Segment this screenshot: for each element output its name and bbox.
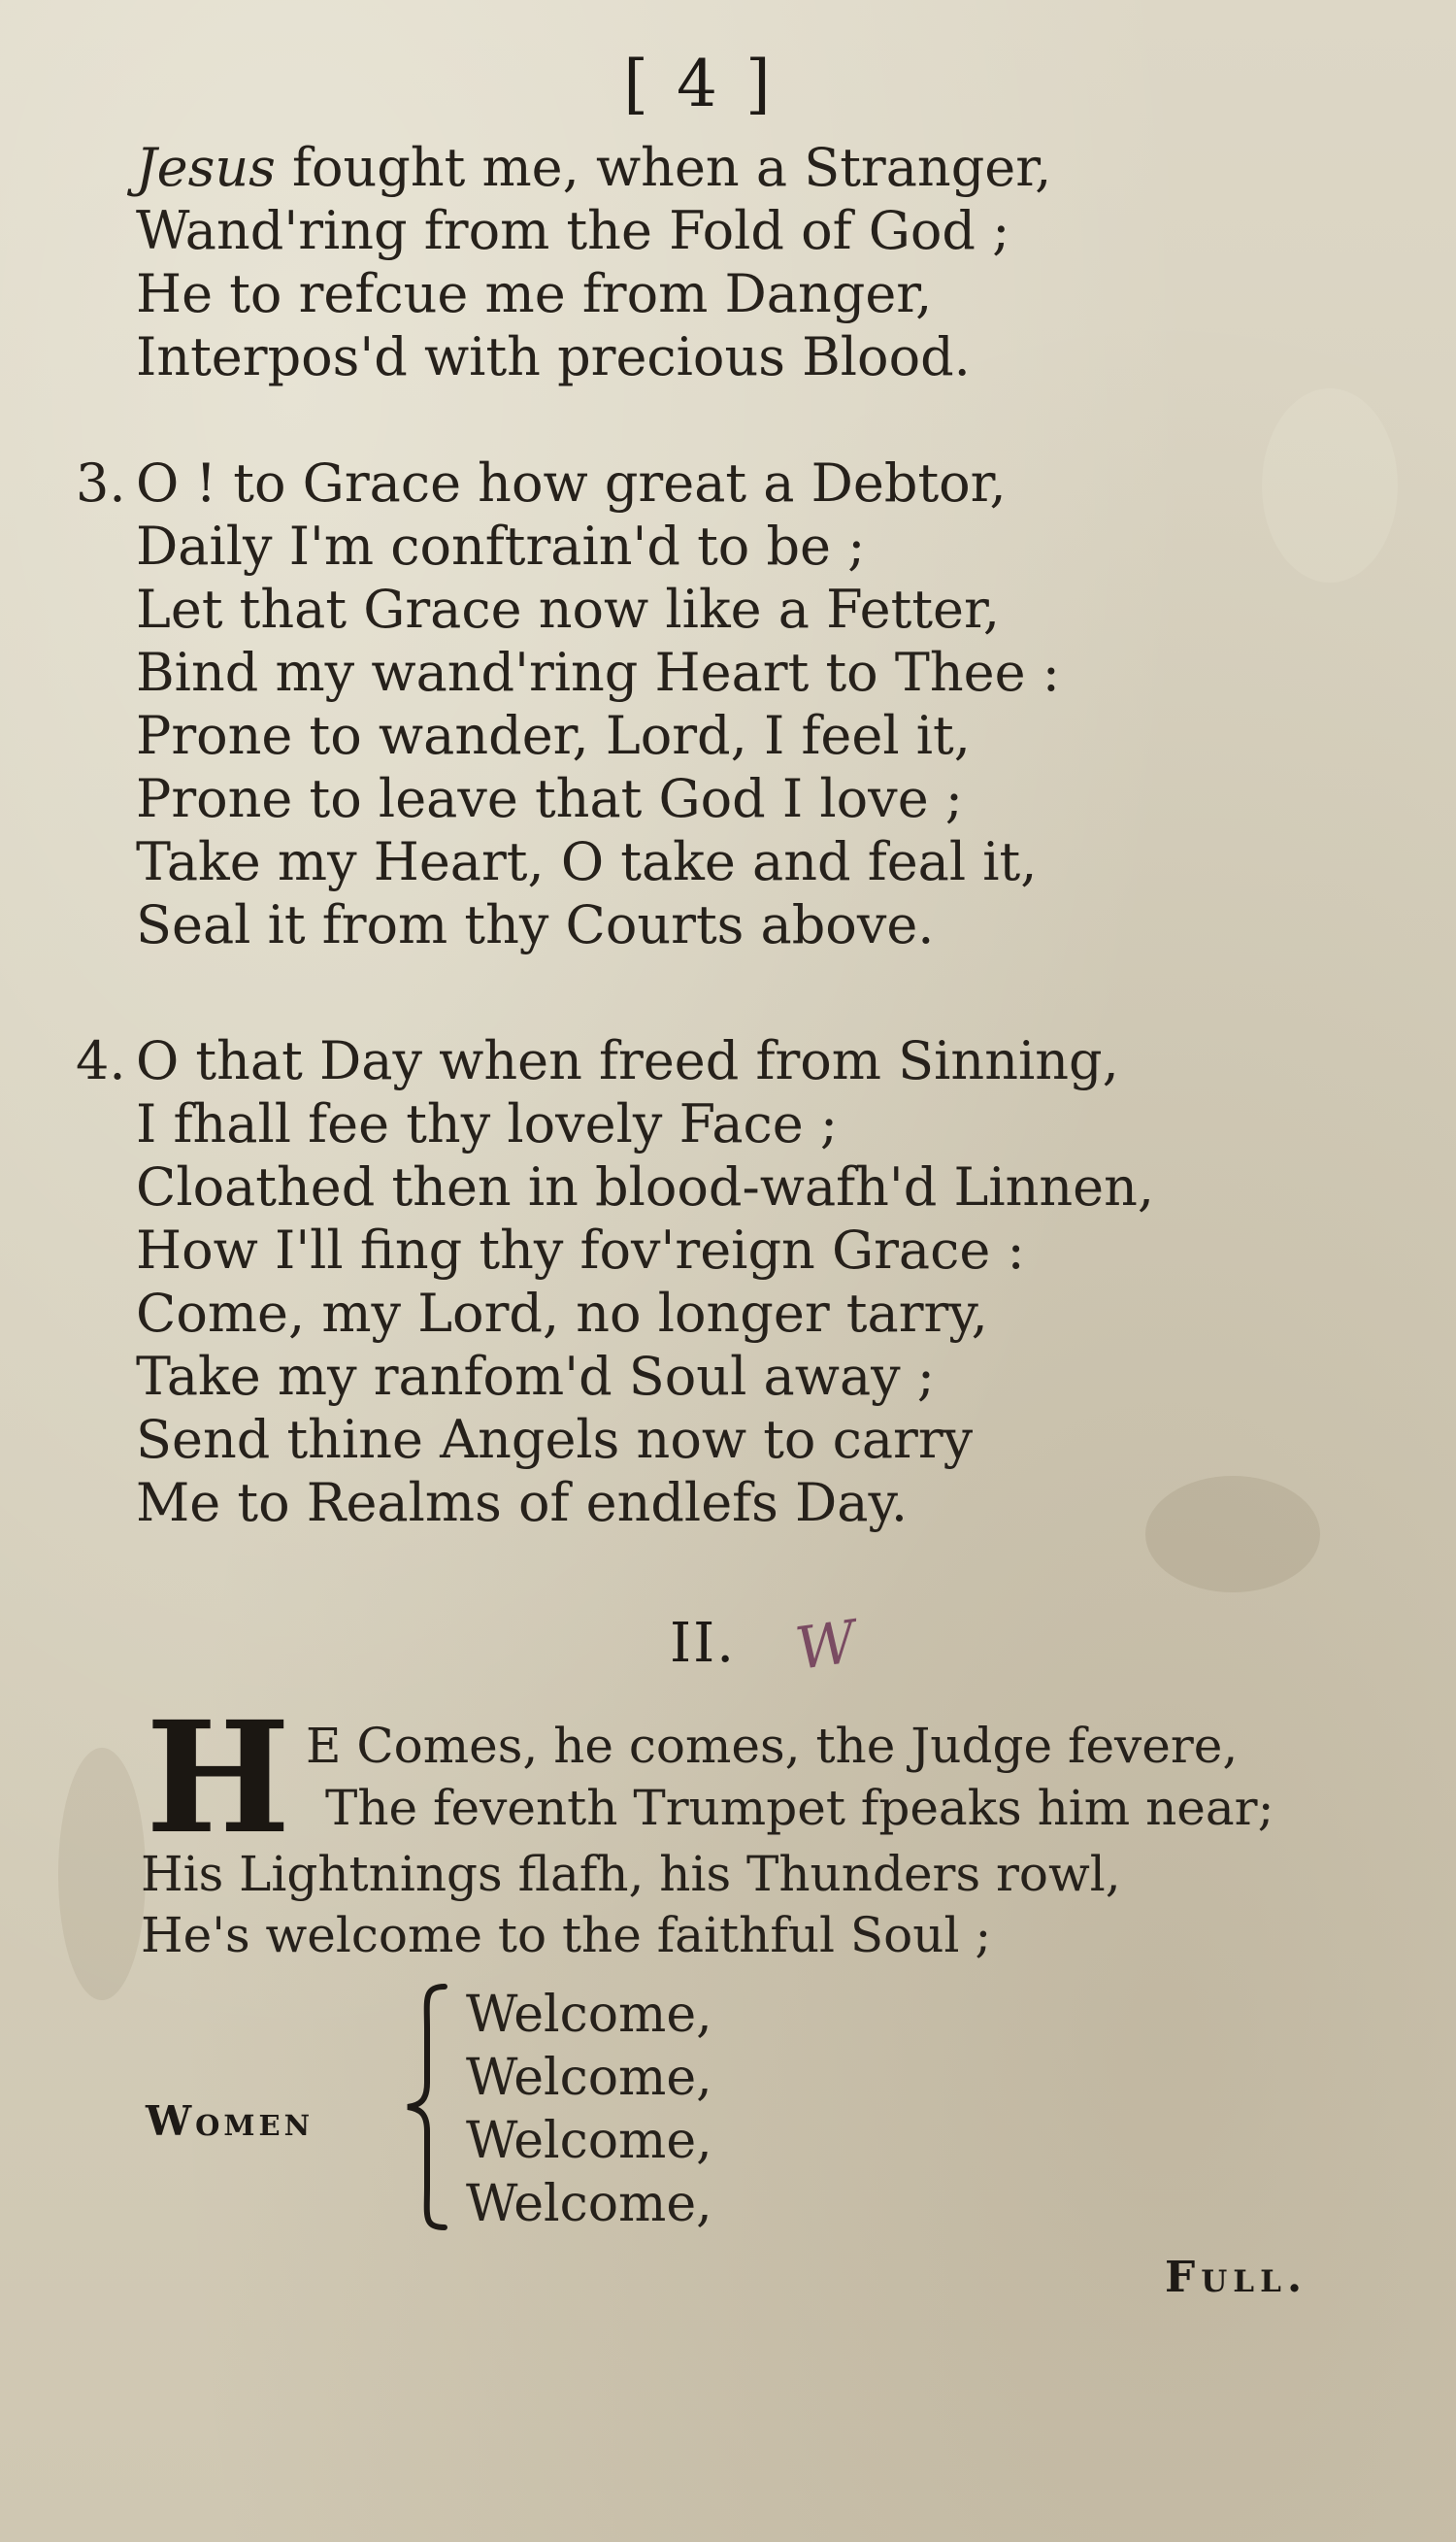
welcome-line: Welcome, (466, 2112, 712, 2170)
verse-line: O ! to Grace how great a Debtor, (136, 452, 1007, 514)
paper-stain (1262, 388, 1398, 583)
verse-line: Cloathed then in blood-wafh'd Linnen, (136, 1156, 1155, 1218)
stanza-number: 3. (76, 452, 126, 514)
verse-line: O that Day when freed from Sinning, (136, 1030, 1119, 1091)
drop-cap: H (146, 1689, 291, 1868)
verse-line: Daily I'm conftrain'd to be ; (136, 516, 866, 577)
verse-line: Seal it from thy Courts above. (136, 894, 935, 955)
paper-stain (1145, 1476, 1320, 1592)
hymn-line-1: E Comes, he comes, the Judge fevere, (306, 1718, 1239, 1774)
verse-line: Prone to leave that God I love ; (136, 768, 964, 829)
paper-stain (58, 1748, 146, 2000)
verse-line: Interpos'd with precious Blood. (136, 326, 971, 387)
verse-line (136, 136, 1051, 199)
verse-line: Bind my wand'ring Heart to Thee : (136, 642, 1060, 703)
verse-line: Send thine Angels now to carry (136, 1409, 974, 1470)
stanza-2 (136, 136, 1051, 388)
catchword: Full. (1165, 2253, 1308, 2302)
hymn-line-3: His Lightnings flafh, his Thunders rowl, (141, 1846, 1121, 1902)
hymn-line-4: He's welcome to the faithful Soul ; (141, 1907, 992, 1963)
verse-text: fought me, when a Stranger, (275, 137, 1052, 198)
curly-brace-icon (398, 1981, 456, 2233)
verse-line: He to refcue me from Danger, (136, 263, 933, 324)
verse-line: Let that Grace now like a Fetter, (136, 579, 1001, 640)
verse-word-italic: Jesus (136, 137, 276, 198)
verse-line: Take my Heart, O take and feal it, (136, 831, 1038, 892)
verse-line: Me to Realms of endlefs Day. (136, 1472, 908, 1533)
handwritten-annotation: W (791, 1608, 861, 1684)
stanza-number: 4. (76, 1030, 126, 1091)
verse-line: Prone to wander, Lord, I feel it, (136, 705, 971, 766)
verse-line: How I'll fing thy fov'reign Grace : (136, 1220, 1025, 1281)
welcome-line: Welcome, (466, 2175, 712, 2233)
hymn-line-2: The feventh Trumpet fpeaks him near; (325, 1780, 1274, 1836)
verse-line: I fhall fee thy lovely Face ; (136, 1093, 839, 1154)
verse-line: Take my ranfom'd Soul away ; (136, 1346, 935, 1407)
verse-line: Come, my Lord, no longer tarry, (136, 1283, 988, 1344)
verse-line: Wand'ring from the Fold of God ; (136, 200, 1010, 261)
stanza-3 (76, 452, 1060, 956)
women-label: Women (146, 2097, 314, 2145)
page-number: [ 4 ] (623, 47, 775, 121)
stanza-4 (76, 1029, 1155, 1534)
hymn-heading: II. (670, 1612, 737, 1675)
welcome-line: Welcome, (466, 2049, 712, 2107)
welcome-line: Welcome, (466, 1986, 712, 2044)
